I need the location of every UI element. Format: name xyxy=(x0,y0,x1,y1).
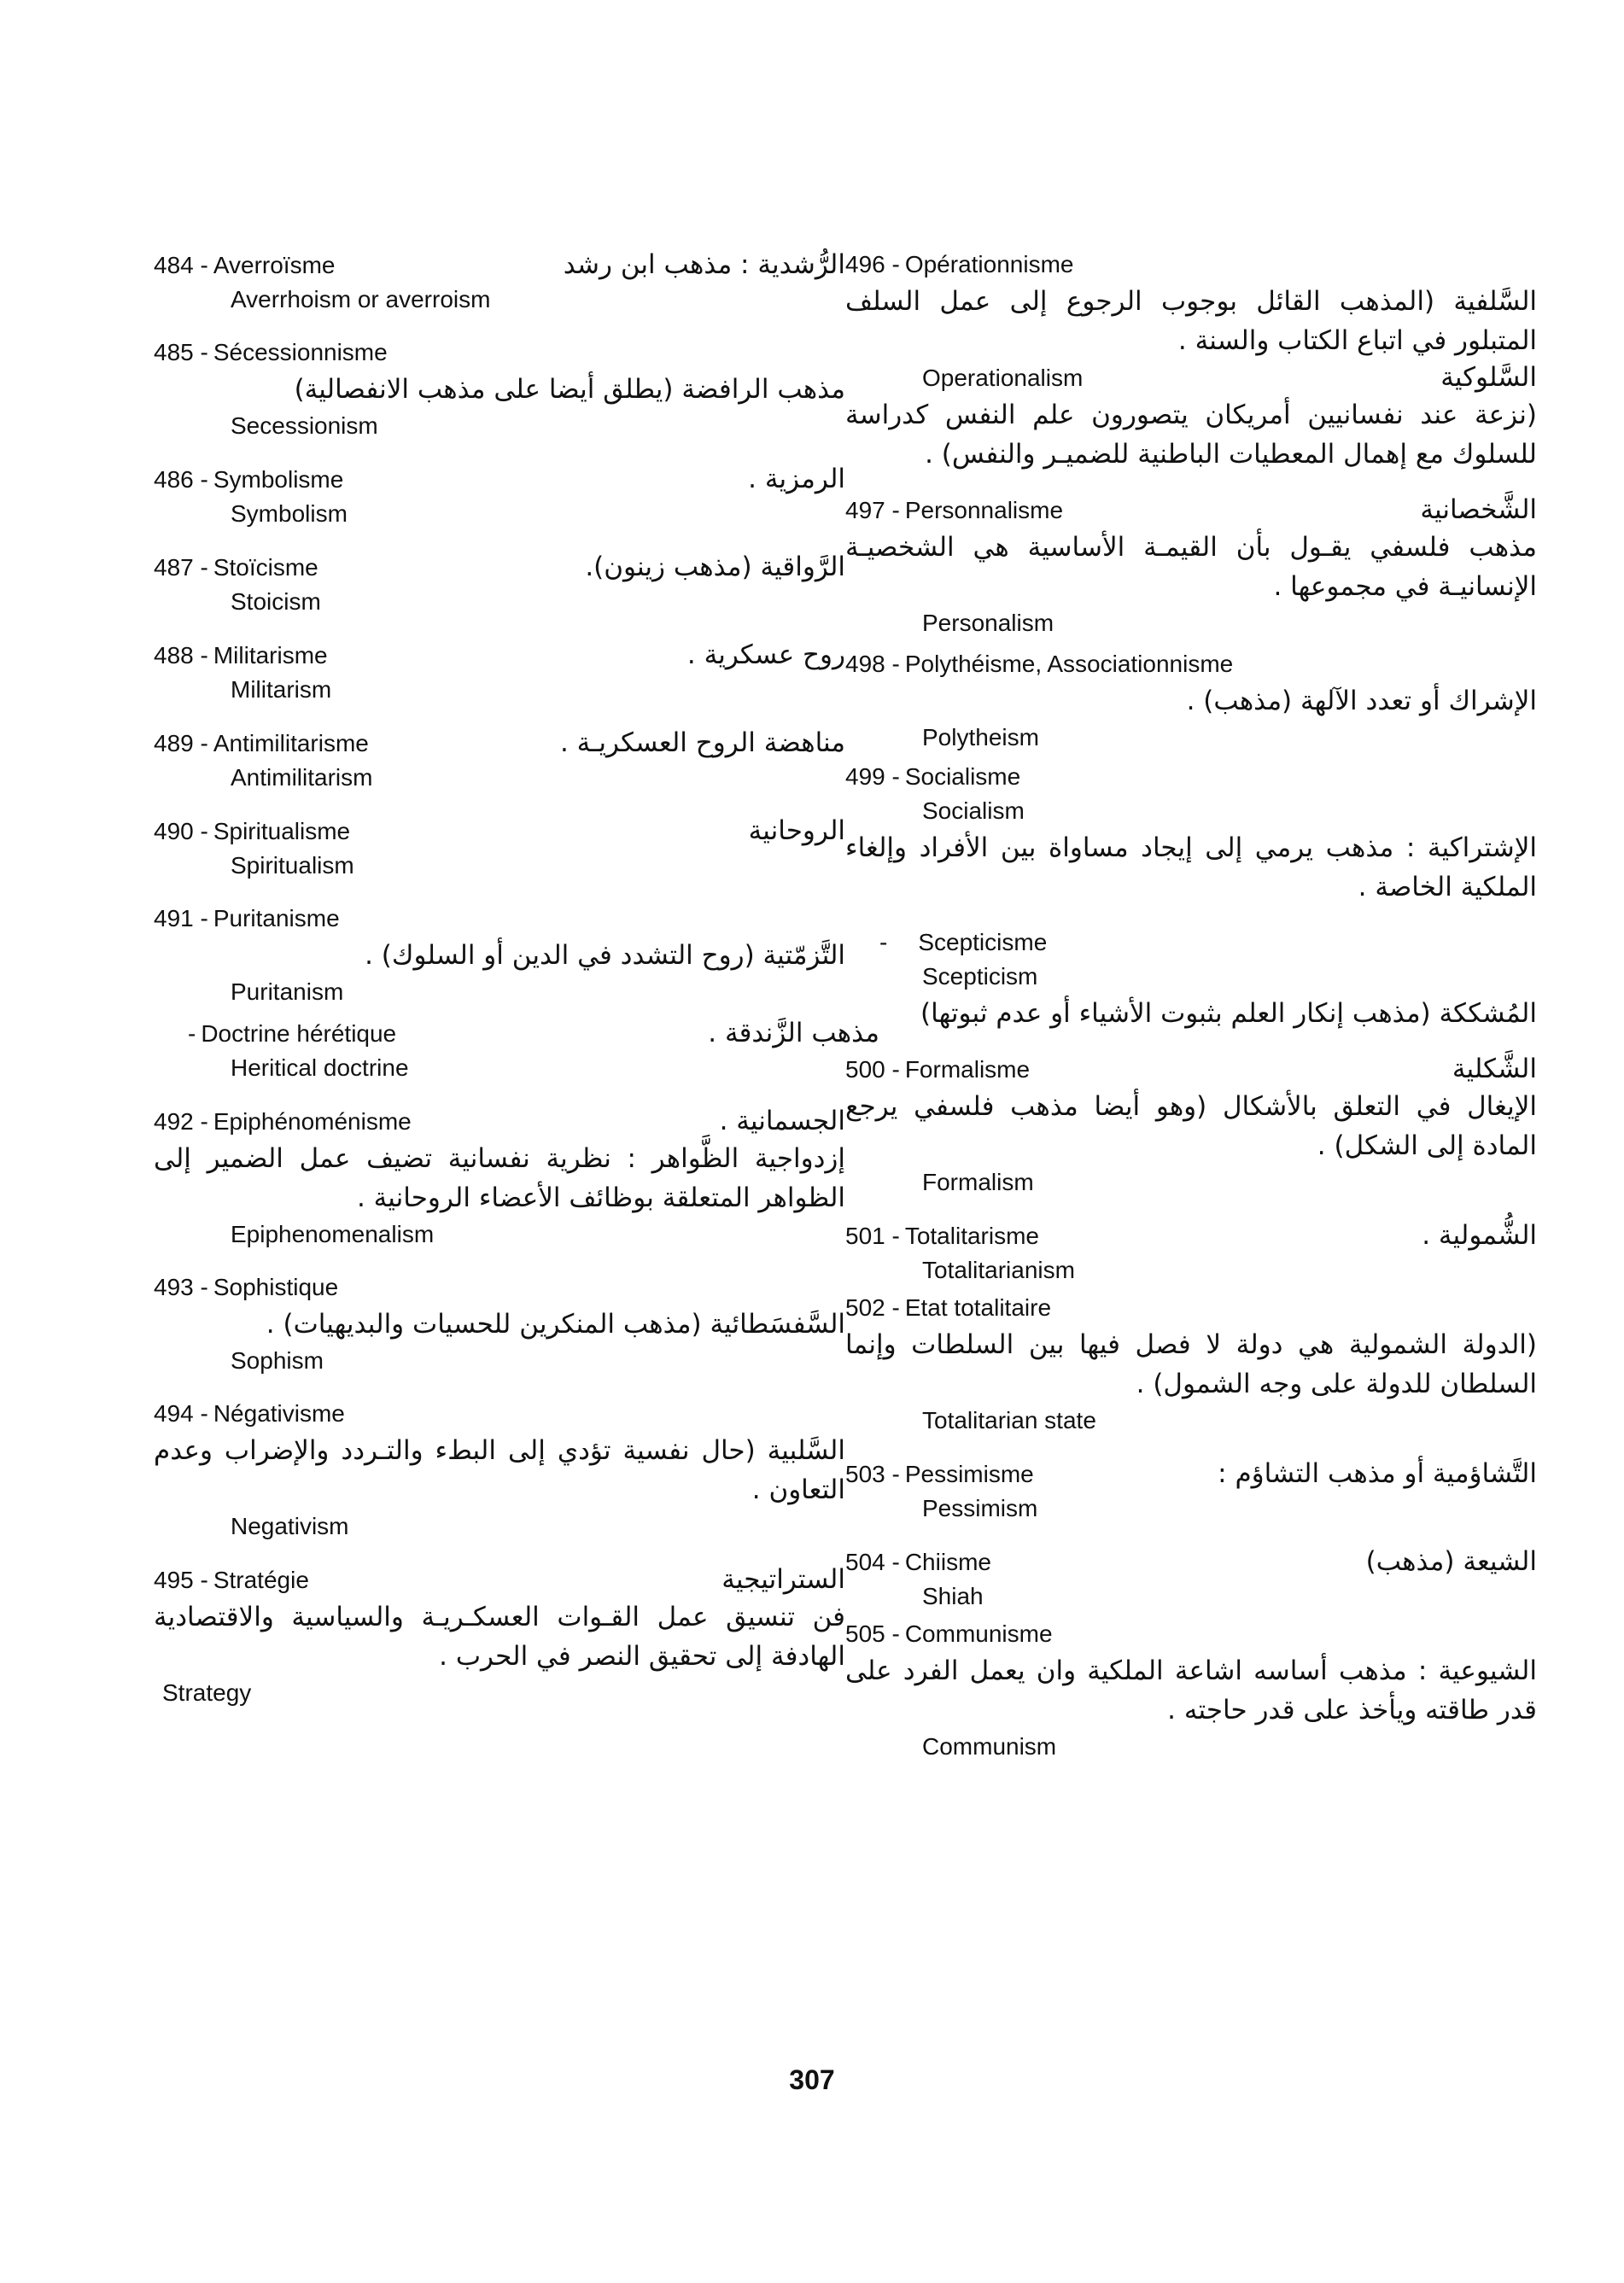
english-term: Epiphenomenalism xyxy=(231,1221,435,1247)
english-term: Polytheism xyxy=(922,724,1039,750)
entry-number: 493 - xyxy=(154,1274,208,1300)
entry-number: 495 - xyxy=(154,1567,208,1593)
entry-503 xyxy=(845,1457,1537,1526)
english-term: Strategy xyxy=(162,1679,252,1706)
entry-494 xyxy=(154,1397,845,1544)
entry-number: 501 - xyxy=(845,1223,900,1249)
english-term: Formalism xyxy=(922,1169,1034,1195)
entry-number: 490 - xyxy=(154,818,208,844)
entry-number: 499 - xyxy=(845,763,900,790)
entry-493 xyxy=(154,1270,845,1378)
entry-485 xyxy=(154,336,845,443)
entry-488 xyxy=(154,638,845,707)
french-term: Sécessionnisme xyxy=(213,339,388,365)
arabic-definition: الإشتراكية : مذهب يرمي إلى إيجاد مساواة بين الأفراد وإلغاء الملكية الخاصة . xyxy=(845,832,1537,902)
arabic-term: الشُّمولية . xyxy=(1422,1220,1537,1251)
french-term: Symbolisme xyxy=(213,466,344,493)
arabic-definition: الشيوعية : مذهب أساسه اشاعة الملكية وان يعمل الفرد على قدر طاقته ويأخذ على قدر حاجته . xyxy=(845,1655,1537,1725)
arabic-term: الرُّشدية : مذهب ابن رشد xyxy=(563,249,845,280)
entry-number: 500 - xyxy=(845,1056,900,1083)
entry-number: 492 - xyxy=(154,1108,208,1135)
english-term: Negativism xyxy=(231,1513,349,1539)
arabic-definition: التَّزمّتية (روح التشدد في الدين أو السلوك) . xyxy=(365,940,845,971)
entry-number: 485 - xyxy=(154,339,208,365)
arabic-term: الشيعة (مذهب) xyxy=(1365,1546,1537,1577)
arabic-definition: (نزعة عند نفسانيين أمريكان يتصورون علم النفس كدراسة للسلوك مع إهمال المعطيات الباطنية للضميـر والنفس) . xyxy=(845,400,1537,470)
arabic-term: مناهضة الروح العسكريـة . xyxy=(559,727,845,758)
french-term: Etat totalitaire xyxy=(904,1294,1052,1321)
english-term: Totalitarianism xyxy=(922,1257,1075,1283)
arabic-definition: الإيغال في التعلق بالأشكال (وهو أيضا مذهب فلسفي يرجع المادة إلى الشكل) . xyxy=(845,1091,1537,1161)
arabic-term: الروحانية xyxy=(748,815,845,846)
french-term: Scepticisme xyxy=(918,929,1048,955)
english-term: Pessimism xyxy=(922,1495,1038,1521)
entry-498 xyxy=(845,647,1537,755)
entry-491 xyxy=(154,902,845,1009)
english-term: Personalism xyxy=(922,610,1054,636)
entry-number: 486 - xyxy=(154,466,208,493)
french-term: Personnalisme xyxy=(904,497,1064,523)
french-term: Négativisme xyxy=(213,1400,345,1427)
entry-490 xyxy=(154,814,845,883)
arabic-term: التَّشاؤمية أو مذهب التشاؤم : xyxy=(1218,1458,1537,1489)
english-term: Puritanism xyxy=(231,978,344,1005)
entry-500 xyxy=(845,1052,1537,1200)
english-term: Spiritualism xyxy=(231,852,354,879)
english-term: Shiah xyxy=(922,1583,984,1609)
entry-487 xyxy=(154,550,845,619)
entry-number: 494 - xyxy=(154,1400,208,1427)
english-term: Scepticism xyxy=(922,963,1038,990)
french-term: Militarisme xyxy=(213,642,328,669)
english-term: Antimilitarism xyxy=(231,764,373,791)
entry-497 xyxy=(845,493,1537,640)
entry-492 xyxy=(154,1104,845,1252)
english-term: Averrhoism or averroism xyxy=(231,286,491,312)
entry-number: 503 - xyxy=(845,1461,900,1487)
english-term: Heritical doctrine xyxy=(231,1054,409,1081)
arabic-term: الشَّخصانية xyxy=(1420,494,1537,525)
entry-number: 497 - xyxy=(845,497,900,523)
entry-number: 488 - xyxy=(154,642,208,669)
entry-499 xyxy=(845,760,1537,907)
french-term: Puritanisme xyxy=(213,905,340,931)
arabic-definition: (الدولة الشمولية هي دولة لا فصل فيها بين السلطات وإنما السلطان للدولة على وجه الشمول) . xyxy=(845,1329,1537,1399)
entry-number: 505 - xyxy=(845,1620,900,1647)
arabic-definition: السَّفسَطائية (مذهب المنكرين للحسيات والبديهيات) . xyxy=(266,1309,845,1340)
arabic-definition: مذهب فلسفي يقـول بأن القيمـة الأساسية هي الشخصيـة الإنسانيـة في مجموعها . xyxy=(845,532,1537,602)
entry-502 xyxy=(845,1291,1537,1438)
entry-505 xyxy=(845,1617,1537,1764)
entry-number: 504 - xyxy=(845,1549,900,1575)
entry-number: 498 - xyxy=(845,651,900,677)
french-term: Chiisme xyxy=(904,1549,991,1575)
french-term: Sophistique xyxy=(213,1274,339,1300)
entry-489 xyxy=(154,726,845,795)
arabic-definition: فن تنسيق عمل القـوات العسكـريـة والسياسية والاقتصادية الهادفة إلى تحقيق النصر في الحرب . xyxy=(154,1602,845,1672)
english-term: Socialism xyxy=(922,797,1025,824)
entry-501 xyxy=(845,1218,1537,1287)
french-term: Communisme xyxy=(904,1620,1053,1647)
entry-486 xyxy=(154,462,845,531)
entry-number: 484 - xyxy=(154,252,208,278)
french-term: Doctrine hérétique xyxy=(201,1020,397,1047)
english-term: Communism xyxy=(922,1733,1057,1760)
arabic-term: الجسمانية . xyxy=(719,1106,845,1136)
french-term: Stoïcisme xyxy=(213,554,318,581)
english-term: Symbolism xyxy=(231,500,348,527)
page-number: 307 xyxy=(789,2064,835,2095)
french-term: Polythéisme, Associationnisme xyxy=(904,651,1234,677)
entry-number: 496 - xyxy=(845,251,900,277)
arabic-definition: الإشراك أو تعدد الآلهة (مذهب) . xyxy=(1186,686,1537,716)
entry-number: 491 - xyxy=(154,905,208,931)
entry-495 xyxy=(154,1562,845,1710)
entry-scepticisme xyxy=(845,925,1537,1033)
entry-dash: - xyxy=(188,1020,196,1047)
arabic-term: مذهب الزَّندقة . xyxy=(708,1018,879,1048)
arabic-definition: إزدواجية الظَّواهر : نظرية نفسانية تضيف عمل الضمير إلى الظواهر المتعلقة بوظائف الأعضاء الروحانية . xyxy=(154,1143,845,1213)
english-term: Secessionism xyxy=(231,412,378,439)
french-term: Socialisme xyxy=(904,763,1021,790)
french-term: Opérationnisme xyxy=(904,251,1074,277)
entry-504 xyxy=(845,1544,1537,1614)
entry-496 xyxy=(845,248,1537,474)
right-column xyxy=(845,248,1537,1783)
french-term: Pessimisme xyxy=(904,1461,1034,1487)
french-term: Formalisme xyxy=(904,1056,1031,1083)
french-term: Stratégie xyxy=(213,1567,309,1593)
french-term: Epiphénoménisme xyxy=(213,1108,412,1135)
entry-number: 487 - xyxy=(154,554,208,581)
entry-number: 489 - xyxy=(154,730,208,756)
arabic-definition: مذهب الرافضة (يطلق أيضا على مذهب الانفصالية) xyxy=(294,374,845,405)
french-term: Averroïsme xyxy=(213,252,336,278)
arabic-term: الستراتيجية xyxy=(721,1564,845,1595)
english-term: Sophism xyxy=(231,1347,324,1374)
french-term: Antimilitarisme xyxy=(213,730,369,756)
arabic-definition: السَّلبية (حال نفسية تؤدي إلى البطء والتـردد والإضراب وعدم التعاون . xyxy=(154,1435,845,1505)
arabic-term: الرمزية . xyxy=(748,464,845,494)
french-term: Totalitarisme xyxy=(904,1223,1039,1249)
english-term: Militarism xyxy=(231,676,332,703)
arabic-term: روح عسكرية . xyxy=(686,639,845,670)
english-term: Operationalism xyxy=(922,365,1084,391)
english-term: Stoicism xyxy=(231,588,321,615)
entry-484 xyxy=(154,248,845,317)
english-term: Totalitarian state xyxy=(922,1407,1096,1433)
arabic-definition: السَّلفية (المذهب القائل بوجوب الرجوع إلى عمل السلف المتبلور في اتباع الكتاب والسنة . xyxy=(845,286,1537,356)
arabic-term: الشَّكلية xyxy=(1452,1054,1537,1084)
arabic-definition: المُشككة (مذهب إنكار العلم بثبوت الأشياء أو عدم ثبوتها) xyxy=(920,998,1537,1029)
entry-dash: - xyxy=(879,929,888,955)
entry-number: 502 - xyxy=(845,1294,900,1321)
arabic-term: السَّلوكية xyxy=(1440,362,1537,393)
french-term: Spiritualisme xyxy=(213,818,351,844)
arabic-term: الرَّواقية (مذهب زينون). xyxy=(585,552,845,582)
